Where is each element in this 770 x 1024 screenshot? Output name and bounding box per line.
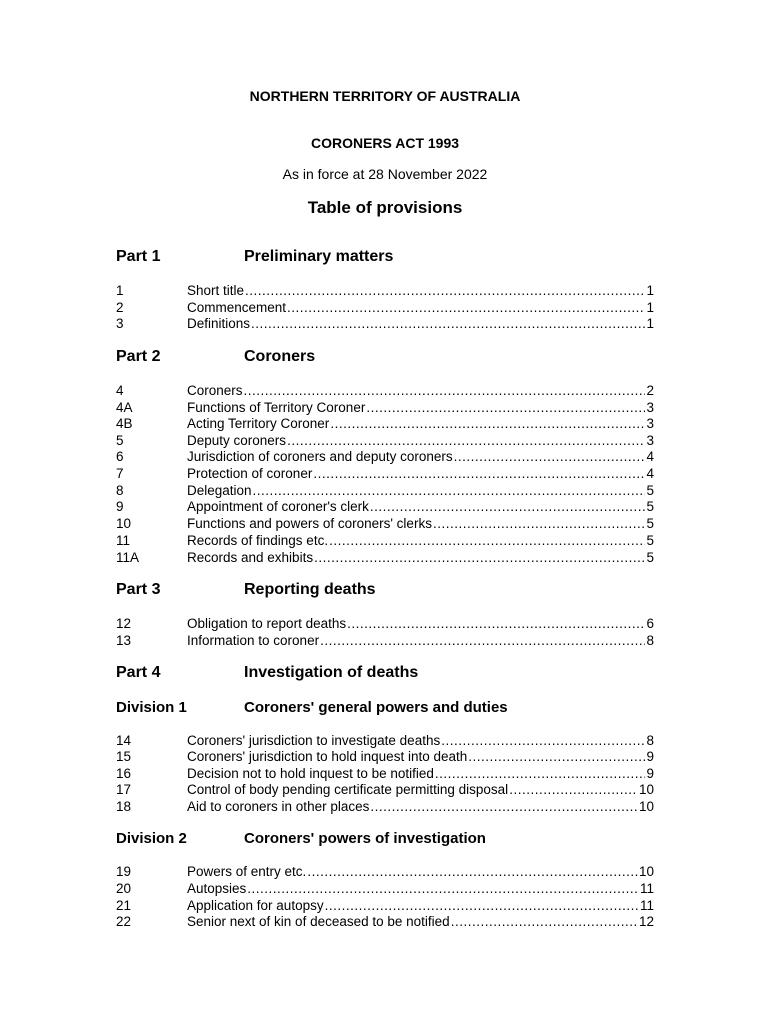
section-number: 8 [116, 483, 124, 498]
page-number: 4 [646, 466, 654, 481]
toc-entry[interactable] [116, 515, 654, 532]
page-number: 1 [646, 283, 654, 298]
section-number: 11 [116, 533, 131, 548]
division-heading [116, 699, 656, 721]
section-number: 22 [116, 914, 132, 929]
section-title: Jurisdiction of coroners and deputy coroners [187, 449, 453, 464]
in-force-date: As in force at 28 November 2022 [282, 166, 488, 182]
section-title: Appointment of coroner's clerk [187, 499, 369, 514]
toc-entry[interactable] [116, 399, 654, 416]
division-name: Coroners' powers of investigation [244, 830, 486, 847]
section-title: Information to coroner [187, 633, 320, 648]
toc-entry[interactable] [116, 781, 654, 798]
section-number: 9 [116, 499, 124, 514]
part-name: Investigation of deaths [244, 664, 419, 681]
act-title: CORONERS ACT 1993 [310, 135, 460, 151]
section-title: Protection of coroner [187, 466, 313, 481]
section-title: Powers of entry etc. [187, 864, 307, 879]
section-number: 10 [116, 516, 132, 531]
part-heading [116, 664, 656, 686]
section-title: Senior next of kin of deceased to be notified [187, 914, 450, 929]
section-title: Obligation to report deaths [187, 616, 347, 631]
toc-entry[interactable] [116, 382, 654, 399]
page-number: 5 [646, 499, 654, 514]
section-title: Control of body pending certificate permitting disposal [187, 782, 509, 797]
toc-entry[interactable] [116, 748, 654, 765]
document-title: Table of provisions [307, 198, 463, 217]
section-number: 4B [116, 416, 133, 431]
section-number: 7 [116, 466, 124, 481]
toc-entry[interactable] [116, 615, 654, 632]
part-heading [116, 581, 656, 603]
page-number: 3 [646, 400, 654, 415]
toc-entry[interactable] [116, 315, 654, 332]
section-title: Aid to coroners in other places [187, 799, 370, 814]
section-title: Records and exhibits [187, 550, 314, 565]
section-number: 19 [116, 864, 132, 879]
section-number: 2 [116, 300, 124, 315]
toc-entry[interactable] [116, 863, 654, 880]
page-number: 6 [646, 616, 654, 631]
section-title: Coroners' jurisdiction to hold inquest into death [187, 749, 468, 764]
part-label: Part 3 [116, 581, 161, 598]
page-number: 11 [639, 881, 654, 896]
section-number: 18 [116, 799, 132, 814]
page-number: 3 [646, 416, 654, 431]
page-number: 10 [638, 799, 654, 814]
toc-entry[interactable] [116, 897, 654, 914]
division-label: Division 1 [116, 699, 187, 716]
toc-entry[interactable] [116, 415, 654, 432]
section-number: 6 [116, 449, 124, 464]
section-number: 5 [116, 433, 124, 448]
section-number: 15 [116, 749, 132, 764]
toc-entry[interactable] [116, 432, 654, 449]
toc-entry[interactable] [116, 465, 654, 482]
toc-entry[interactable] [116, 498, 654, 515]
page-number: 2 [646, 383, 654, 398]
toc-entry[interactable] [116, 282, 654, 299]
part-name: Reporting deaths [244, 581, 376, 598]
section-number: 20 [116, 881, 132, 896]
toc-entry[interactable] [116, 482, 654, 499]
section-title: Delegation [187, 483, 252, 498]
page-number: 4 [646, 449, 654, 464]
section-title: Acting Territory Coroner [187, 416, 330, 431]
section-number: 4A [116, 400, 133, 415]
toc-entry[interactable] [116, 448, 654, 465]
section-title: Deputy coroners [187, 433, 287, 448]
section-title: Functions of Territory Coroner [187, 400, 366, 415]
page-number: 12 [638, 914, 654, 929]
page-number: 5 [646, 516, 654, 531]
page-number: 5 [646, 550, 654, 565]
toc-entry[interactable] [116, 732, 654, 749]
toc-entry[interactable] [116, 880, 654, 897]
page-number: 8 [646, 733, 654, 748]
section-number: 4 [116, 383, 124, 398]
section-number: 1 [116, 283, 124, 298]
part-label: Part 1 [116, 248, 161, 265]
division-heading [116, 830, 656, 852]
part-name: Coroners [244, 348, 316, 365]
section-number: 17 [116, 782, 132, 797]
section-number: 13 [116, 633, 132, 648]
part-heading [116, 248, 656, 270]
toc-entry[interactable] [116, 798, 654, 815]
page-number: 10 [638, 864, 654, 879]
toc-entry[interactable] [116, 299, 654, 316]
section-number: 11A [116, 550, 140, 565]
section-title: Decision not to hold inquest to be notified [187, 766, 434, 781]
page-number: 1 [646, 300, 654, 315]
section-title: Coroners [187, 383, 243, 398]
section-title: Autopsies [187, 881, 247, 896]
jurisdiction-heading: NORTHERN TERRITORY OF AUSTRALIA [249, 88, 521, 104]
section-title: Coroners' jurisdiction to investigate deaths [187, 733, 441, 748]
section-number: 21 [116, 898, 132, 913]
part-heading [116, 348, 656, 370]
page-number: 8 [646, 633, 654, 648]
division-label: Division 2 [116, 830, 187, 847]
section-number: 14 [116, 733, 132, 748]
part-label: Part 4 [116, 664, 161, 681]
page-number: 11 [639, 898, 654, 913]
toc-entry[interactable] [116, 913, 654, 930]
section-number: 3 [116, 316, 124, 331]
section-number: 16 [116, 766, 132, 781]
toc-entry[interactable] [116, 632, 654, 649]
toc-entry[interactable] [116, 549, 654, 566]
page-number: 10 [638, 782, 654, 797]
toc-entry[interactable] [116, 532, 654, 549]
page-number: 9 [646, 749, 654, 764]
section-title: Short title [187, 283, 245, 298]
section-title: Application for autopsy [187, 898, 324, 913]
part-name: Preliminary matters [244, 248, 394, 265]
section-title: Definitions [187, 316, 251, 331]
division-name: Coroners' general powers and duties [244, 699, 508, 716]
page-number: 9 [646, 766, 654, 781]
part-label: Part 2 [116, 348, 161, 365]
toc-entry[interactable] [116, 765, 654, 782]
section-title: Functions and powers of coroners' clerks [187, 516, 432, 531]
section-number: 12 [116, 616, 132, 631]
page-number: 5 [646, 483, 654, 498]
page-number: 5 [646, 533, 654, 548]
page-number: 3 [646, 433, 654, 448]
page-number: 1 [646, 316, 654, 331]
section-title: Records of findings etc. [187, 533, 329, 548]
section-title: Commencement [187, 300, 287, 315]
